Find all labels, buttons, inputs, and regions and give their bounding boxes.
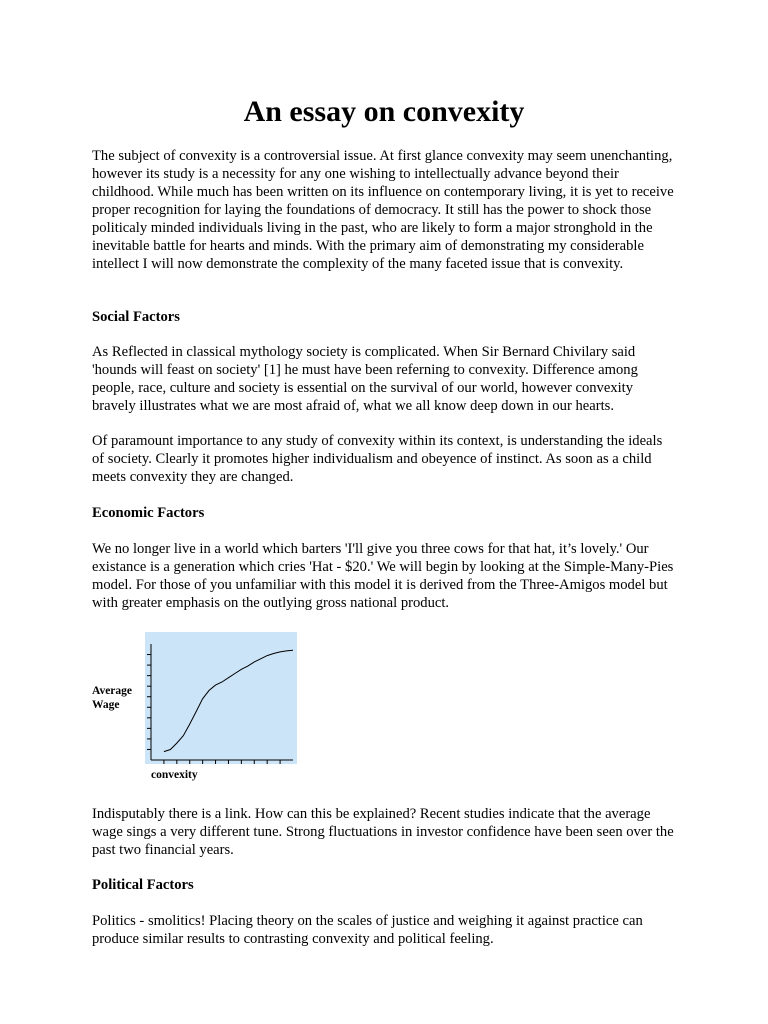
chart-plot xyxy=(145,632,297,764)
chart-xlabel: convexity xyxy=(151,769,198,781)
political-paragraph-1: Politics - smolitics! Placing theory on the scales of justice and weighing it against practice can produce similar results to contrasting convexity and political feeling. xyxy=(92,913,643,947)
intro-paragraph: The subject of convexity is a controversial issue. At first glance convexity may seem unenchanting, however its study is a necessity for any one wishing to intellectually advance beyond their childhood. While much has been written on its influence on contemporary living, it is yet to receive proper recognition for laying the foundations of democracy. It still has the power to shock those politicaly minded individuals living in the past, who are likely to form a major stronghold in the inevitable battle for hearts and minds. With the primary aim of demonstrating my considerable intellect I will now demonstrate the complexity of the many faceted issue that is convexity. xyxy=(92,148,674,272)
section-heading-social: Social Factors xyxy=(92,309,180,325)
social-paragraph-2: Of paramount importance to any study of convexity within its context, is understanding the ideals of society. Clearly it promotes higher individualism and obeyence of instinct. As soon as a child meets convexity they are changed. xyxy=(92,433,663,485)
section-heading-economic: Economic Factors xyxy=(92,505,205,521)
chart-ylabel-line2: Wage xyxy=(92,699,120,711)
wage-chart xyxy=(92,632,392,787)
economic-paragraph-1: We no longer live in a world which barters 'I'll give you three cows for that hat, it’s lovely.' Our existance is a generation which cries 'Hat - $20.' We will begin by looking at the Simple-Many-Pies model. For those of you unfamiliar with this model it is derived from the Three-Amigos model but with greater emphasis on the outlying gross national product. xyxy=(92,541,674,611)
page-title: An essay on convexity xyxy=(243,95,525,128)
chart-background xyxy=(145,632,297,764)
economic-paragraph-2: Indisputably there is a link. How can this be explained? Recent studies indicate that the average wage sings a very different tune. Strong fluctuations in investor confidence have been seen over the past two financial years. xyxy=(92,806,674,858)
chart-ylabel xyxy=(92,684,132,712)
social-paragraph-1: As Reflected in classical mythology society is complicated. When Sir Bernard Chivilary said 'hounds will feast on society' [1] he must have been referning to convexity. Difference among people, race, culture and society is essential on the survival of our world, however convexity bravely illustrates what we are most afraid of, what we all know deep down in our hearts. xyxy=(92,344,638,414)
chart-ylabel-line1: Average xyxy=(92,685,133,697)
section-heading-political: Political Factors xyxy=(92,877,194,893)
